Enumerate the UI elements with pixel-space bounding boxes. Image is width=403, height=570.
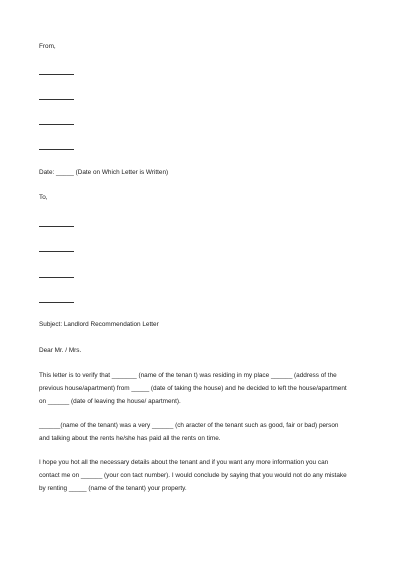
from-label: From, (39, 43, 56, 50)
paragraph-line: previous house/apartment) from _____ (date of taking the house) and he decided to left the house/apartment (39, 385, 347, 392)
paragraph-line: contact me on ______ (your con tact number). I would conclude by saying that you would not do any mistake (39, 472, 347, 479)
paragraph-line: by renting _____ (name of the tenant) your property. (39, 485, 187, 492)
paragraph-line: ______(name of the tenant) was a very ______ (ch aracter of the tenant such as good, fair or bad) person (39, 422, 339, 429)
subject-line: Subject: Landlord Recommendation Letter (39, 321, 159, 328)
date-line: Date: _____ (Date on Which Letter is Written) (39, 169, 169, 176)
from-blank-line-1 (39, 74, 74, 75)
from-blank-line-2 (39, 99, 74, 100)
paragraph-verification (39, 369, 369, 408)
salutation: Dear Mr. / Mrs. (39, 347, 82, 354)
to-blank-line-3 (39, 277, 74, 278)
to-blank-line-1 (39, 226, 74, 227)
from-blank-line-3 (39, 124, 74, 125)
paragraph-line: This letter is to verify that _______ (name of the tenan t) was residing in my place ______ (address of the (39, 372, 337, 379)
to-label: To, (39, 194, 48, 201)
to-blank-line-2 (39, 251, 74, 252)
paragraph-closing (39, 456, 369, 495)
paragraph-character (39, 419, 369, 445)
to-blank-line-4 (39, 302, 74, 303)
paragraph-line: I hope you hot all the necessary details about the tenant and if you want any more information you can (39, 459, 329, 466)
paragraph-line: on ______ (date of leaving the house/ apartment). (39, 398, 181, 405)
paragraph-line: and talking about the rents he/she has paid all the rents on time. (39, 435, 221, 442)
from-blank-line-4 (39, 149, 74, 150)
